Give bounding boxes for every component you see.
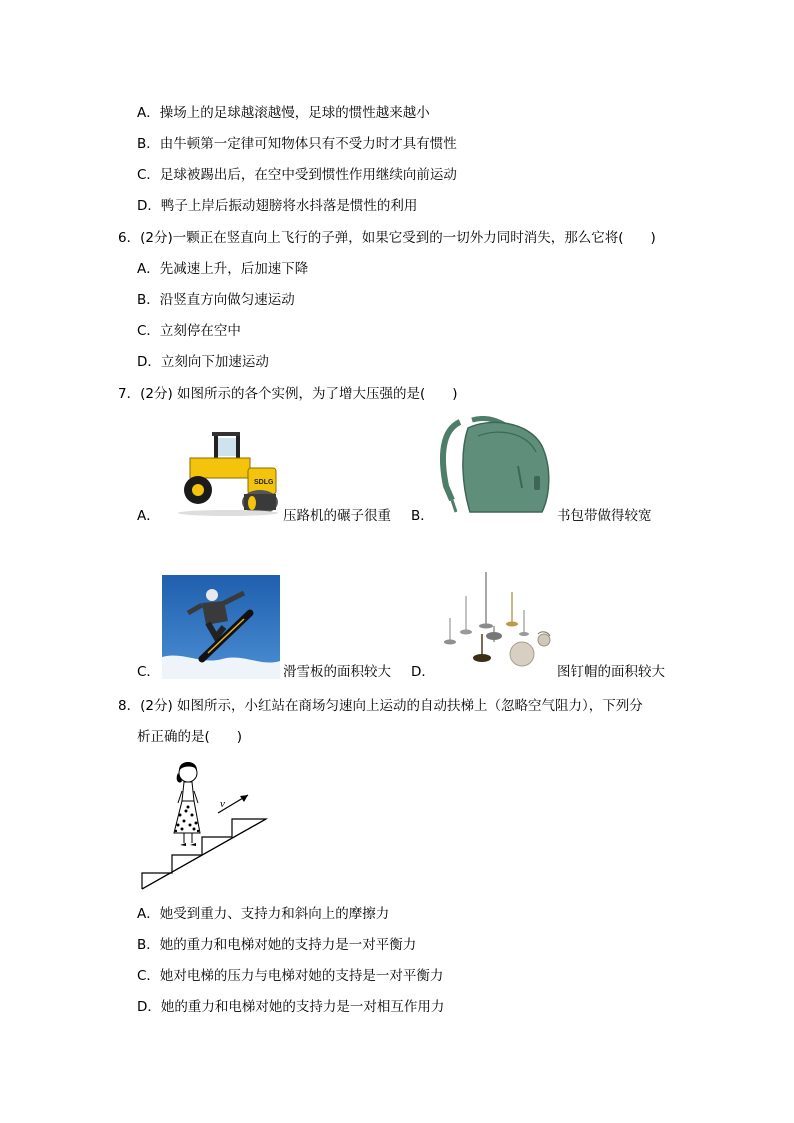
q7-option-a-text: 压路机的碾子很重 xyxy=(283,508,391,524)
q8-option-d: D．她的重力和电梯对她的支持力是一对相互作用力 xyxy=(137,999,445,1015)
snowboard-image xyxy=(162,575,280,679)
q6-stem: 6．(2分)一颗正在竖直向上飞行的子弹，如果它受到的一切外力同时消失，那么它将( ) xyxy=(118,230,656,246)
q8-option-c: C．她对电梯的压力与电梯对她的支持是一对平衡力 xyxy=(137,968,444,984)
q7-option-a-letter: A． xyxy=(137,508,160,524)
backpack-image xyxy=(438,416,554,516)
q6-option-a: A．先减速上升，后加速下降 xyxy=(137,261,309,277)
velocity-label: v xyxy=(220,798,225,810)
q8-option-b: B．她的重力和电梯对她的支持力是一对平衡力 xyxy=(137,937,417,953)
q6-option-d: D．立刻向下加速运动 xyxy=(137,354,269,370)
q5-option-c: C．足球被踢出后，在空中受到惯性作用继续向前运动 xyxy=(137,167,457,183)
q8-stem-line-1: 8．(2分) 如图所示，小红站在商场匀速向上运动的自动扶梯上（忽略空气阻力），下列分 xyxy=(118,698,643,714)
q7-option-b-text: 书包带做得较宽 xyxy=(557,508,652,524)
q5-option-a: A．操场上的足球越滚越慢，足球的惯性越来越小 xyxy=(137,105,430,121)
q7-option-b-letter: B． xyxy=(411,508,434,524)
thumbtacks-image xyxy=(436,570,554,674)
q7-option-c-text: 滑雪板的面积较大 xyxy=(283,664,391,680)
q6-option-c: C．立刻停在空中 xyxy=(137,323,241,339)
q7-option-d-letter: D． xyxy=(411,664,435,680)
escalator-figure xyxy=(140,757,268,891)
q7-option-c-letter: C． xyxy=(137,664,160,680)
q8-option-a: A．她受到重力、支持力和斜向上的摩擦力 xyxy=(137,906,390,922)
roller-brand-text: SDLG xyxy=(254,479,274,486)
q5-option-b: B．由牛顿第一定律可知物体只有不受力时才具有惯性 xyxy=(137,136,457,152)
q6-option-b: B．沿竖直方向做匀速运动 xyxy=(137,292,295,308)
q7-option-d-text: 图钉帽的面积较大 xyxy=(557,664,665,680)
q8-stem-line-2: 析正确的是( ) xyxy=(137,729,243,745)
q5-option-d: D．鸭子上岸后振动翅膀将水抖落是惯性的利用 xyxy=(137,198,418,214)
road-roller-image xyxy=(170,424,282,516)
q7-stem: 7．(2分) 如图所示的各个实例，为了增大压强的是( ) xyxy=(118,386,458,402)
